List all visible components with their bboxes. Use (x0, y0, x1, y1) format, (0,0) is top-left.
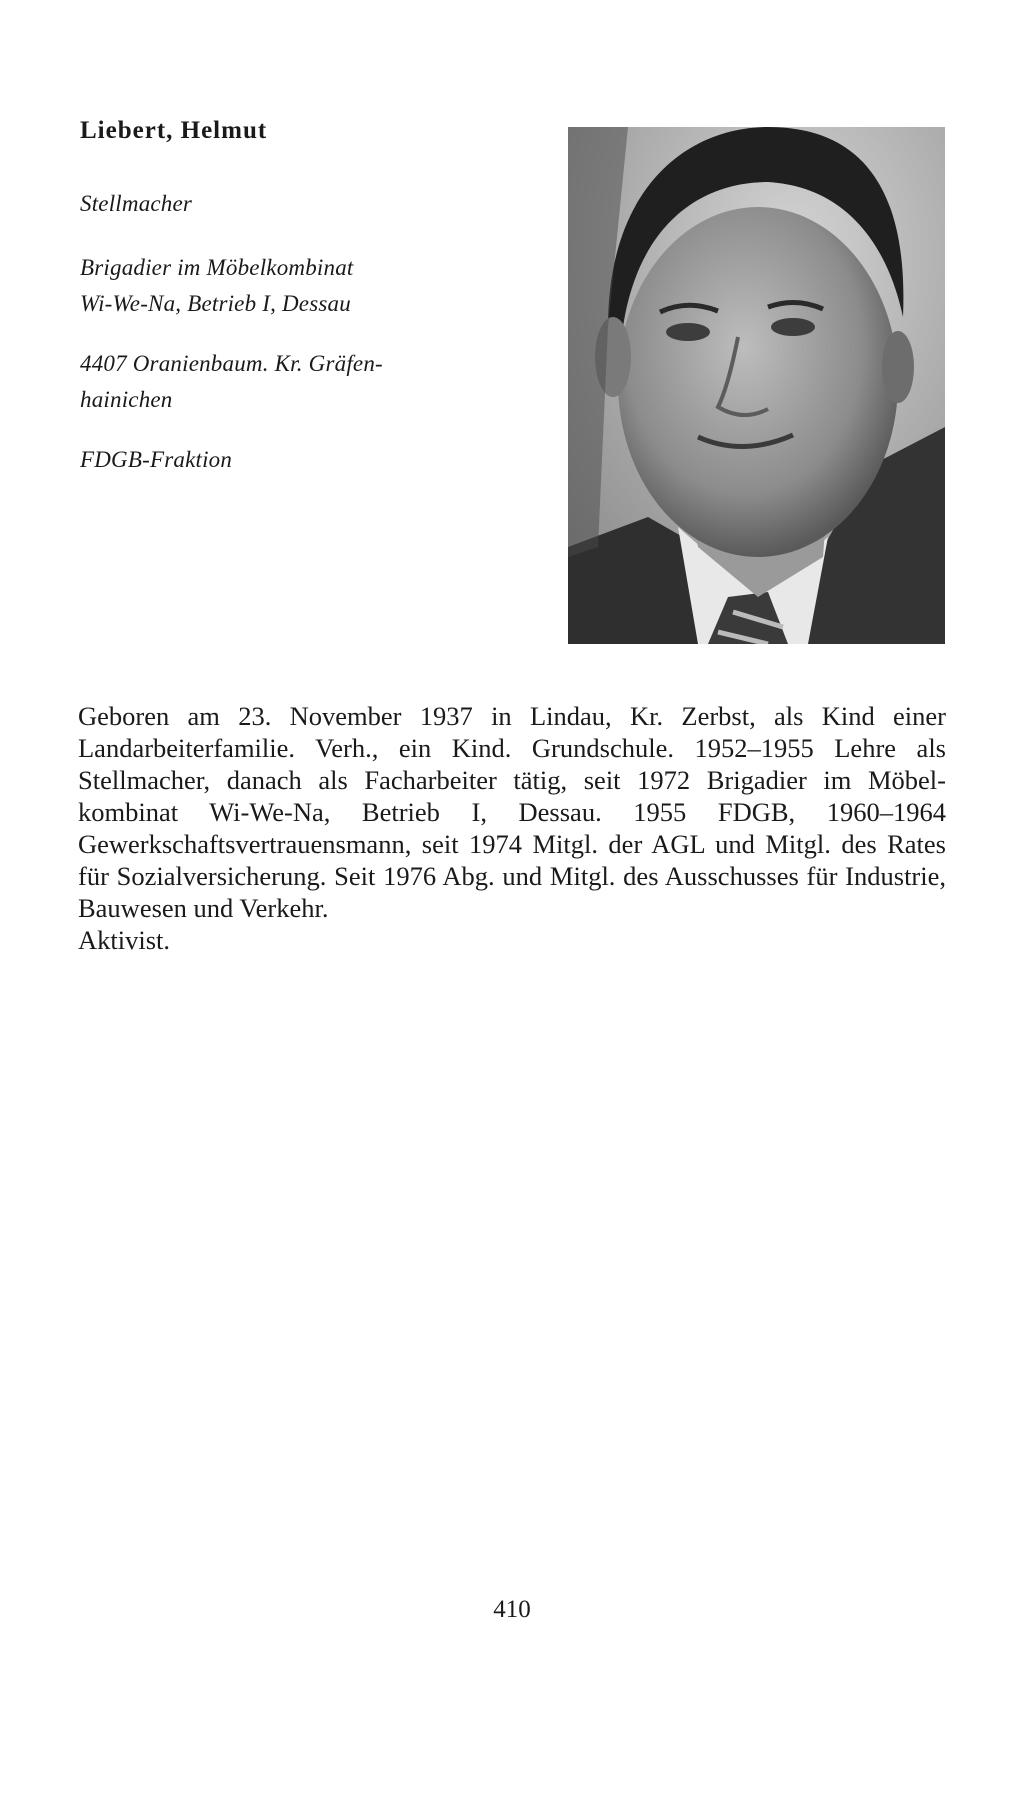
address-line-2: hainichen (80, 387, 173, 412)
faction: FDGB-Fraktion (80, 447, 233, 472)
position-line-1: Brigadier im Möbelkombinat (80, 255, 354, 280)
person-name: Liebert, Helmut (80, 117, 268, 144)
biography-award: Aktivist. (78, 925, 171, 955)
position-line-2: Wi-We-Na, Betrieb I, Dessau (80, 291, 351, 316)
page-number: 410 (493, 1596, 531, 1623)
portrait-photo (568, 127, 945, 644)
address (80, 346, 500, 418)
address-line-1: 4407 Oranienbaum. Kr. Gräfen- (80, 351, 383, 376)
biography-text: Geboren am 23. November 1937 in Lindau, Kr. Zerbst, als Kind einer Landarbeiterfamilie. Verh., ein Kind. Grundschule. 1952–1955 Lehre als Stellmacher, danach als Facharbeiter tätig, seit 1972 Brigadier im Möbel-kombinat Wi-We-Na, Betrieb I, Dessau. 1955 FDGB, 1960–1964 Gewerkschaftsvertrauensmann, seit 1974 Mitgl. der AGL und Mitgl. des Rates für Sozialversicherung. Seit 1976 Abg. und Mitgl. des Ausschusses für Industrie, Bauwesen und Verkehr. (78, 701, 946, 923)
profession: Stellmacher (80, 191, 193, 216)
position (80, 250, 460, 322)
